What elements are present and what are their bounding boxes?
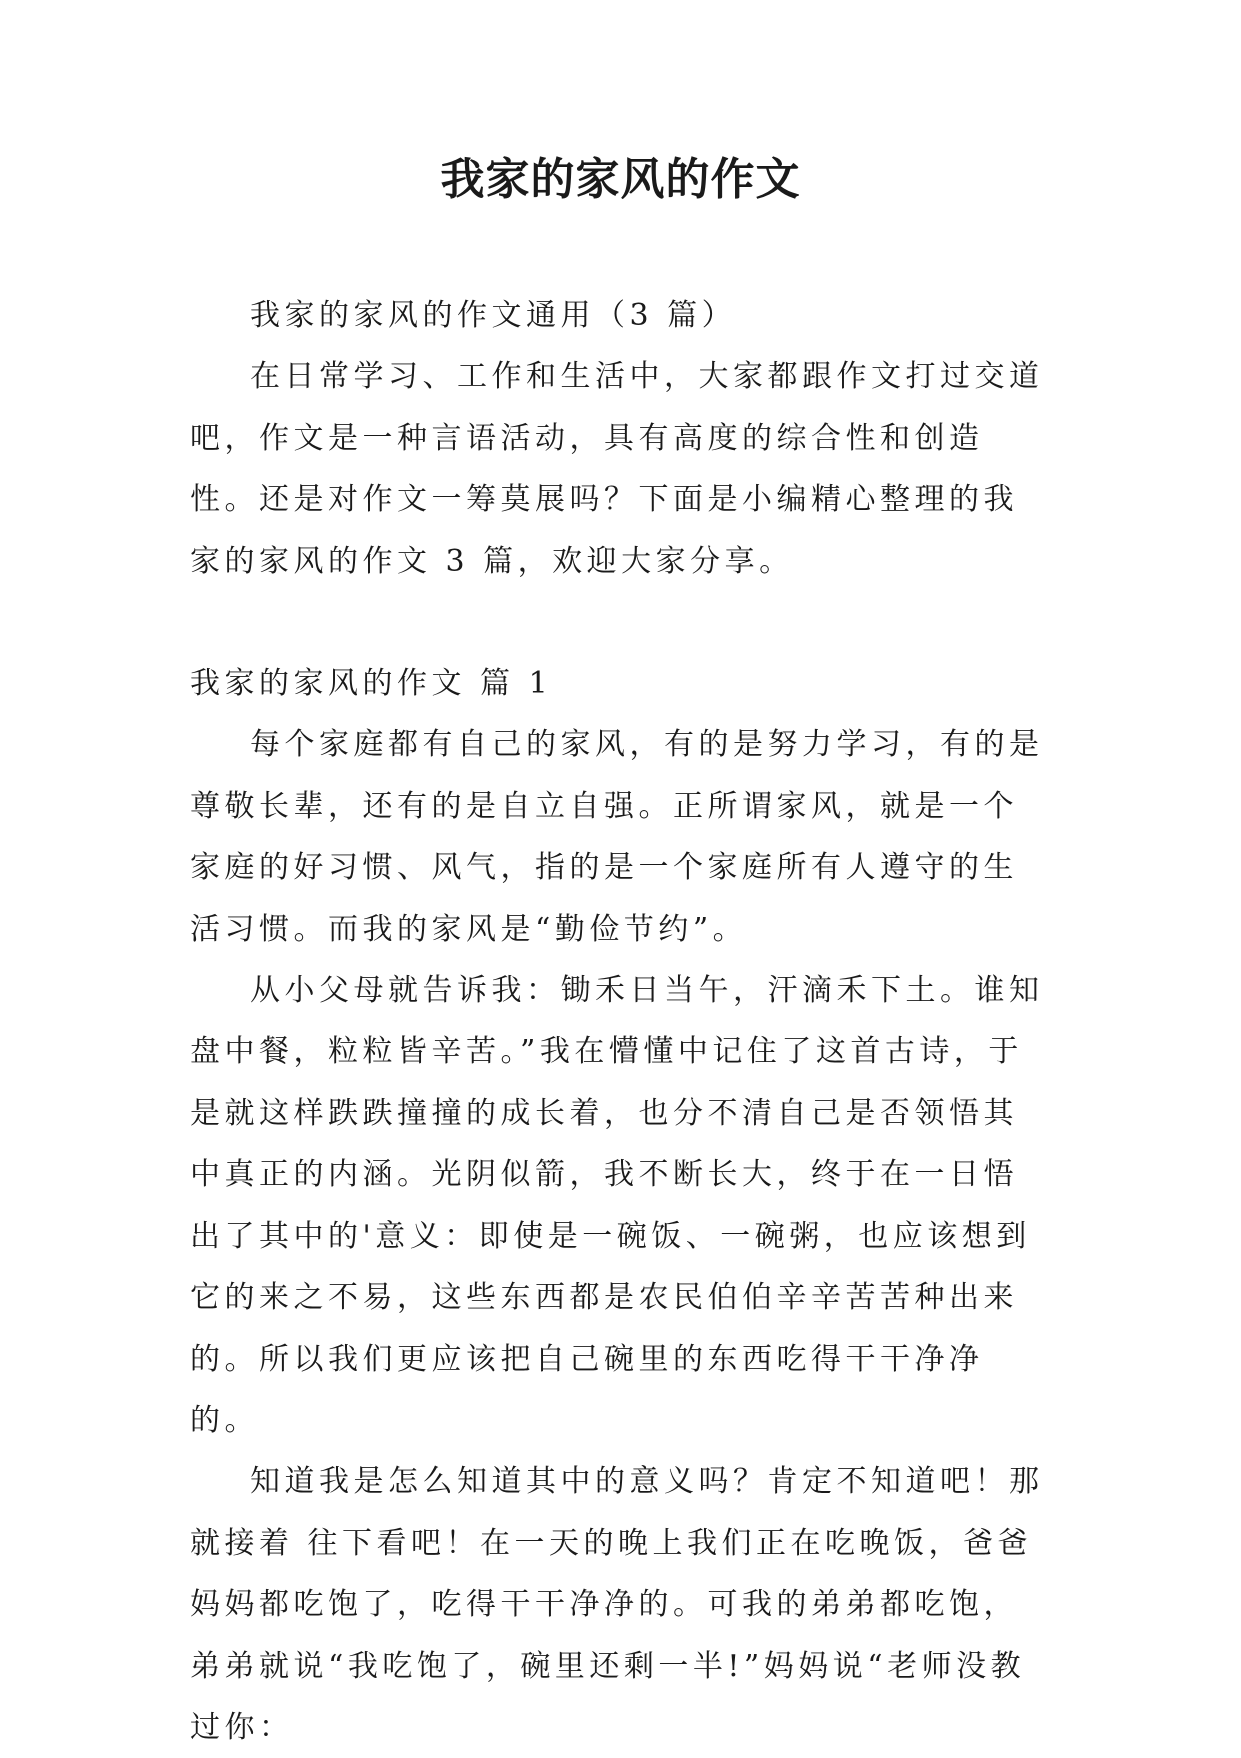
intro-paragraph: 在日常学习、工作和生活中，大家都跟作文打过交道吧，作文是一种言语活动，具有高度的综合性和创造性。还是对作文一筹莫展吗？下面是小编精心整理的我家的家风的作文 3 篇，欢迎大家分享。 — [190, 359, 1044, 579]
section-heading: 我家的家风的作文 篇 1 — [190, 666, 553, 702]
intro-heading: 我家的家风的作文通用（3 篇） — [250, 298, 737, 333]
body-paragraph: 从小父母就告诉我：锄禾日当午，汗滴禾下土。谁知盘中餐，粒粒皆辛苦。”我在懵懂中记住了这首古诗，于是就这样跌跌撞撞的成长着，也分不清自己是否领悟其中真正的内涵。光阴似箭，我不断长大，终于在一日悟出了其中的'意义：即使是一碗饭、一碗粥，也应该想到它的来之不易，这些东西都是农民伯伯辛辛苦苦种出来的。所以我们更应该把自己碗里的东西吃得干干净净的。 — [190, 973, 1044, 1438]
body-paragraph: 知道我是怎么知道其中的意义吗？肯定不知道吧！那就接着 往下看吧！在一天的晚上我们正在吃晚饭，爸爸妈妈都吃饱了，吃得干干净净的。可我的弟弟都吃饱，弟弟就说“我吃饱了，碗里还剩一半!”妈妈说“老师没教过你： — [190, 1464, 1044, 1745]
document-body — [190, 285, 1050, 1758]
body-paragraph: 每个家庭都有自己的家风，有的是努力学习，有的是尊敬长辈，还有的是自立自强。正所谓家风，就是一个家庭的好习惯、风气，指的是一个家庭所有人遵守的生活习惯。而我的家风是“勤俭节约”。 — [190, 727, 1044, 947]
page-title: 我家的家风的作文 — [440, 154, 801, 205]
section-gap — [190, 592, 1050, 653]
